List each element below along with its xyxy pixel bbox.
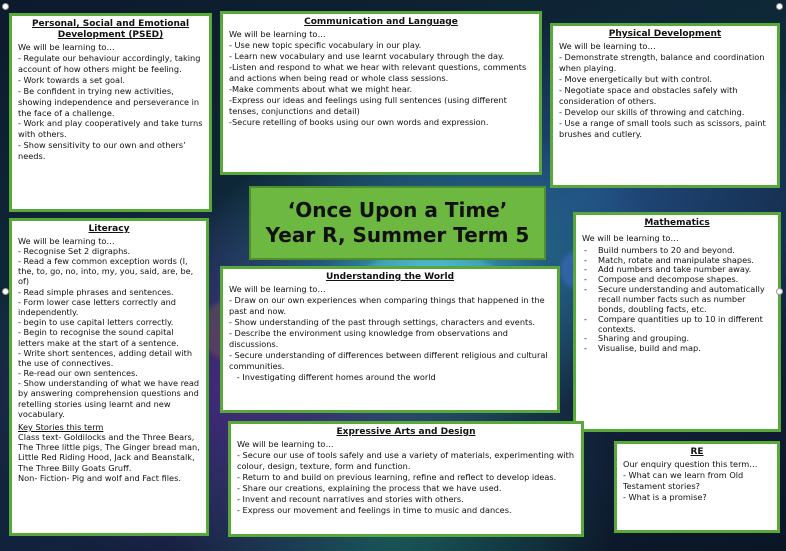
- communication-list: [229, 40, 533, 128]
- world-intro: We will be learning to…: [229, 283, 326, 294]
- communication-intro: We will be learning to…: [229, 28, 326, 39]
- list-item: - Show understanding of the past through settings, characters and events.: [229, 316, 536, 327]
- list-item: - Negotiate space and obstacles safely with consideration of others.: [559, 84, 738, 106]
- psed-box: [9, 13, 212, 212]
- world-heading: Understanding the World: [325, 272, 455, 282]
- list-item: - Compare quantities up to 10 in different contexts.: [582, 315, 772, 335]
- list-item: - Form lower case letters correctly and independently.: [18, 296, 176, 317]
- list-item: - Read a few common exception words (I, the, to, go, no, into, my, you, said, are, be, of): [18, 256, 194, 287]
- communication-heading: Communication and Language: [304, 17, 458, 27]
- maths-list: [582, 246, 772, 354]
- page-title-box: [249, 186, 546, 260]
- re-heading: RE: [690, 447, 704, 457]
- page-subtitle: Year R, Summer Term 5: [265, 223, 530, 247]
- list-item: - Secure understanding of differences between different religious and cultural communities.: [229, 349, 548, 371]
- list-item: - Recognise Set 2 digraphs.: [18, 245, 131, 256]
- communication-box: [220, 11, 542, 175]
- list-item: -Express our ideas and feelings using full sentences (using different tenses, conjunctions and detail): [229, 94, 507, 116]
- arts-box: [228, 421, 584, 537]
- maths-box: [573, 212, 781, 432]
- re-intro: Our enquiry question this term…: [623, 458, 758, 469]
- list-item: - Regulate our behaviour accordingly, taking account of how others might be feeling.: [18, 52, 201, 74]
- maths-heading: Mathematics: [644, 218, 710, 228]
- list-item: - Match, rotate and manipulate shapes.: [582, 256, 772, 266]
- list-item: - Work towards a set goal.: [18, 74, 125, 85]
- list-item: - Re-read our own sentences.: [18, 368, 138, 379]
- list-item: - Develop our skills of throwing and catching.: [559, 106, 745, 117]
- list-item: - Write short sentences, adding detail with the use of connectives.: [18, 347, 193, 368]
- re-box: [614, 441, 780, 533]
- physical-intro: We will be learning to…: [559, 40, 656, 51]
- list-item: - Secure our use of tools safely and use a variety of materials, experimenting with colour, design, texture, form and function.: [237, 449, 575, 471]
- list-item: - Demonstrate strength, balance and coordination when playing.: [559, 51, 765, 73]
- list-item: - Show understanding of what we have read by answering comprehension questions and retelling stories using learnt and new vocabulary.: [18, 378, 200, 419]
- list-item: - Begin to recognise the sound capital letters make at the start of a sentence.: [18, 327, 179, 348]
- arts-list: [237, 450, 575, 516]
- list-item: - Use a range of small tools such as scissors, paint brushes and cutlery.: [559, 117, 766, 139]
- list-item: - Show sensitivity to our own and others’ needs.: [18, 140, 186, 162]
- list-item: - Investigating different homes around the world: [229, 371, 436, 382]
- list-item: - Visualise, build and map.: [582, 344, 772, 354]
- resize-handle[interactable]: [776, 3, 783, 10]
- list-item: - Secure understanding and automatically recall number facts such as number bonds, doubling facts, etc.: [582, 285, 772, 315]
- physical-box: [550, 23, 780, 188]
- list-item: - Learn new vocabulary and use learnt vocabulary through the day.: [229, 50, 505, 61]
- resize-handle[interactable]: [2, 288, 9, 295]
- list-item: -Secure retelling of books using our own words and expression.: [229, 116, 489, 127]
- world-list: [229, 295, 551, 383]
- key-stories-text: Class text- Goldilocks and the Three Bears, The Three little pigs, The Ginger bread man, Little Red Riding Hood, Jack and Beanstalk, The Three Billy Goats Gruff.: [18, 432, 200, 473]
- literacy-heading: Literacy: [88, 224, 130, 234]
- physical-list: [559, 52, 771, 140]
- psed-heading: Personal, Social and Emotional Development (PSED): [31, 19, 190, 40]
- list-item: - begin to use capital letters correctly.: [18, 317, 174, 328]
- list-item: - Describe the environment using knowledge from observations and discussions.: [229, 327, 508, 349]
- list-item: - Return to and build on previous learning, refine and reflect to develop ideas.: [237, 471, 557, 482]
- arts-intro: We will be learning to…: [237, 438, 334, 449]
- literacy-intro: We will be learning to…: [18, 235, 115, 246]
- list-item: - Work and play cooperatively and take turns with others.: [18, 118, 203, 140]
- list-item: - Invent and recount narratives and stories with others.: [237, 493, 464, 504]
- list-item: - Draw on our own experiences when comparing things that happened in the past and now.: [229, 294, 545, 316]
- literacy-box: [9, 218, 209, 536]
- key-stories-heading: Key Stories this term: [18, 421, 104, 432]
- maths-intro: We will be learning to…: [582, 232, 679, 243]
- list-item: - Build numbers to 20 and beyond.: [582, 246, 772, 256]
- list-item: - Compose and decompose shapes.: [582, 275, 772, 285]
- arts-heading: Expressive Arts and Design: [336, 427, 476, 437]
- psed-list: [18, 53, 203, 163]
- literacy-list: [18, 246, 200, 419]
- list-item: - Share our creations, explaining the process that we have used.: [237, 482, 502, 493]
- list-item: - Add numbers and take number away.: [582, 265, 772, 275]
- psed-intro: We will be learning to…: [18, 41, 115, 52]
- re-list: [623, 470, 771, 503]
- list-item: - Be confident in trying new activities, showing independence and perseverance in the face of a challenge.: [18, 85, 200, 118]
- list-item: -Listen and respond to what we hear with relevant questions, comments and actions when being read or whole class sessions.: [229, 61, 527, 83]
- list-item: - Express our movement and feelings in time to music and dances.: [237, 504, 512, 515]
- resize-handle[interactable]: [776, 288, 783, 295]
- list-item: - Move energetically but with control.: [559, 73, 712, 84]
- page-title: ‘Once Upon a Time’: [287, 198, 508, 222]
- list-item: -Make comments about what we might hear.: [229, 83, 413, 94]
- non-fiction-text: Non- Fiction- Pig and wolf and Fact files.: [18, 472, 181, 483]
- physical-heading: Physical Development: [608, 29, 722, 39]
- world-box: [220, 266, 560, 413]
- list-item: - Use new topic specific vocabulary in our play.: [229, 39, 422, 50]
- list-item: - What can we learn from Old Testament stories?: [623, 469, 744, 491]
- list-item: - Read simple phrases and sentences.: [18, 286, 174, 297]
- list-item: - Sharing and grouping.: [582, 334, 772, 344]
- resize-handle[interactable]: [2, 3, 9, 10]
- list-item: - What is a promise?: [623, 491, 707, 502]
